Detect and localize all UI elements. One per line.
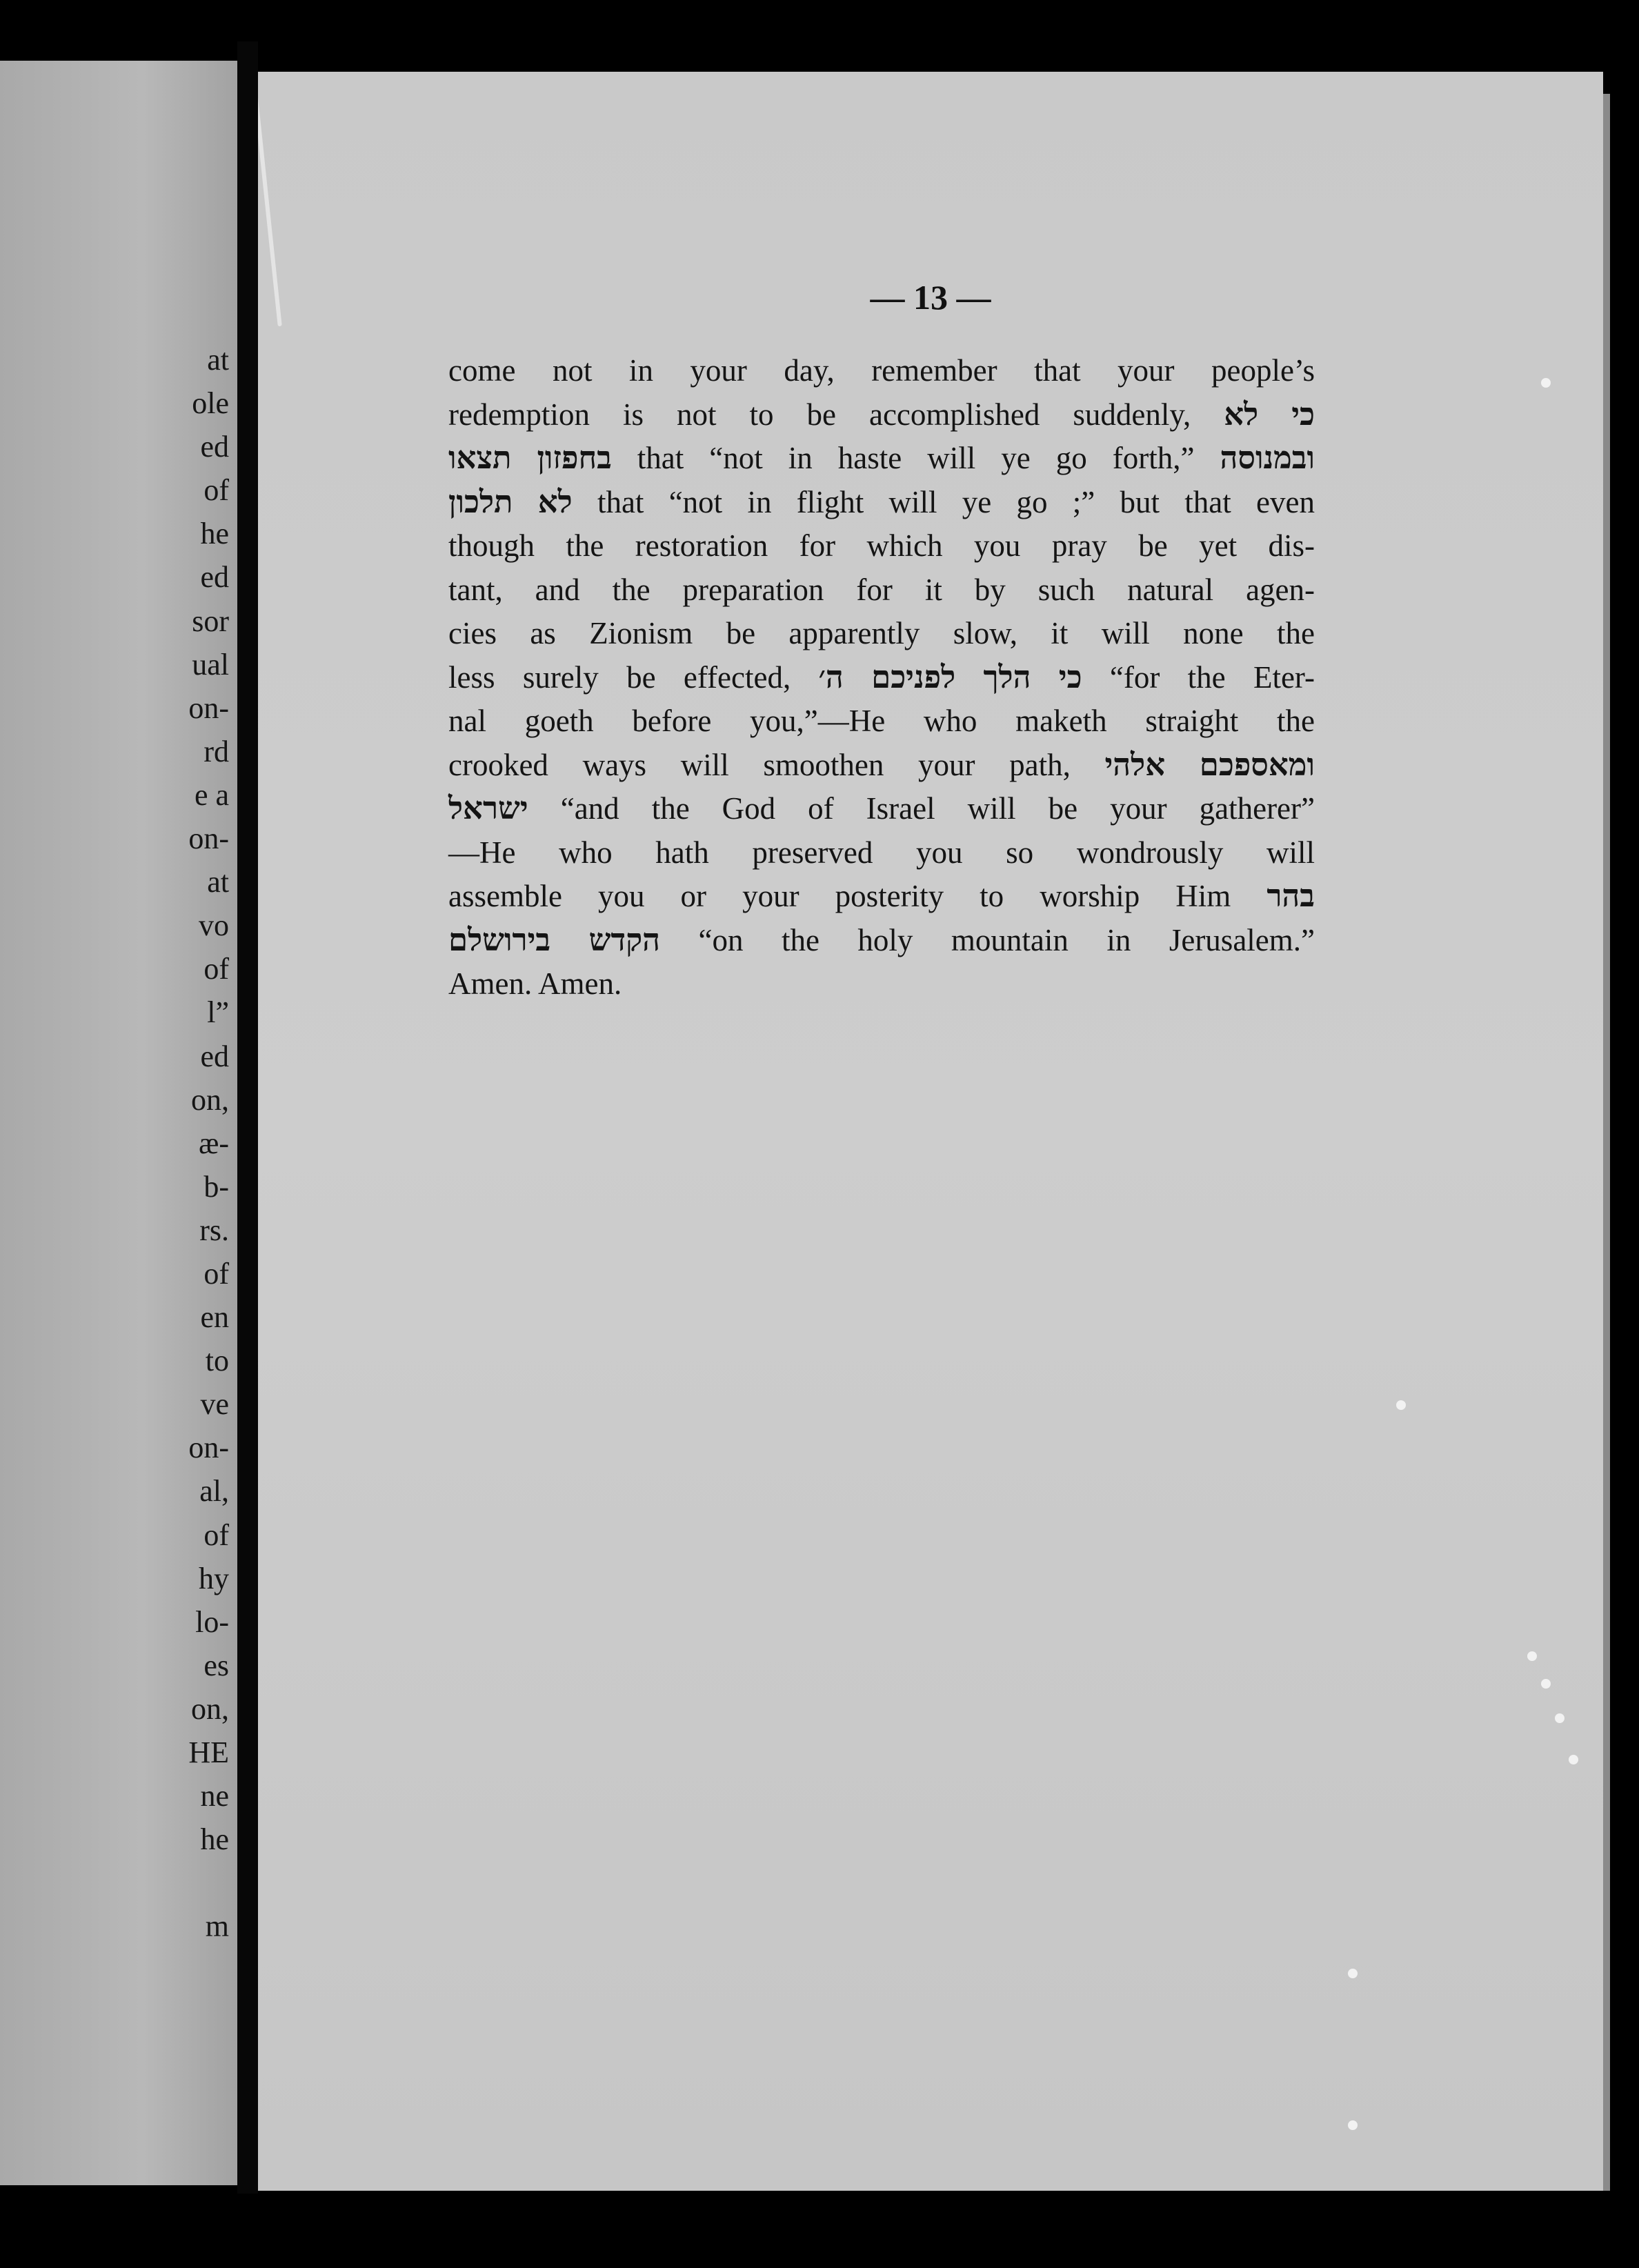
- hebrew-phrase: ומאספכם אלהי: [1104, 747, 1315, 782]
- text-line: [448, 919, 1315, 963]
- text-segment: “for the Eter-: [1082, 659, 1315, 695]
- hebrew-phrase: כי לא: [1224, 397, 1315, 432]
- left-page-line-fragment: he: [200, 1822, 229, 1857]
- page-number: — 13 —: [870, 278, 991, 317]
- hebrew-phrase: לא תלכון: [448, 484, 573, 519]
- hebrew-phrase: בחפזון תצאו: [448, 441, 612, 475]
- left-page-line-fragment: at: [207, 343, 229, 377]
- left-page-line-fragment: on-: [188, 1431, 229, 1465]
- text-segment: though the restoration for which you pray be yet dis-: [448, 528, 1315, 563]
- text-line: [448, 524, 1315, 568]
- left-page-line-fragment: ed: [200, 560, 229, 595]
- left-page-line-fragment: on,: [191, 1082, 229, 1117]
- left-page-line-fragment: on,: [191, 1691, 229, 1726]
- book-page: [258, 72, 1603, 2191]
- left-page-line-fragment: e a: [194, 777, 229, 812]
- page-edge: [1603, 94, 1610, 2191]
- paper-speck: [1348, 2120, 1358, 2130]
- text-segment: tant, and the preparation for it by such natural agen-: [448, 572, 1315, 607]
- text-segment: that “not in haste will ye go forth,”: [611, 441, 1220, 475]
- left-page-line-fragment: ed: [200, 1039, 229, 1073]
- book-spine: [237, 41, 258, 2194]
- left-page-line-fragment: al,: [199, 1474, 229, 1509]
- left-page-line-fragment: es: [203, 1648, 229, 1682]
- left-page-line-fragment: of: [203, 952, 229, 986]
- left-page-line-fragment: æ-: [199, 1126, 229, 1160]
- hebrew-phrase: ובמנוסה: [1220, 441, 1315, 475]
- left-page-line-fragment: vo: [199, 908, 229, 943]
- page-body-text: [448, 349, 1315, 1006]
- left-page-line-fragment: ne: [200, 1779, 229, 1813]
- text-segment: less surely be effected,: [448, 659, 819, 695]
- left-page-line-fragment: [0, 1861, 235, 1904]
- text-segment: nal goeth before you,”—He who maketh straight the: [448, 704, 1315, 738]
- left-page-line-fragment: at: [207, 865, 229, 899]
- left-page-line-fragment: he: [200, 517, 229, 551]
- left-page-fragment: [0, 61, 237, 2185]
- left-page-line-fragment: ole: [192, 386, 229, 421]
- hebrew-phrase: בהר: [1266, 879, 1315, 913]
- text-line: [448, 656, 1315, 700]
- text-line: [448, 744, 1315, 788]
- text-line: [448, 437, 1315, 481]
- hebrew-phrase: הקדש בירושלם: [448, 922, 661, 957]
- left-page-line-fragment: sor: [192, 604, 229, 638]
- text-segment: “and the God of Israel will be your gatherer”: [528, 791, 1315, 826]
- left-page-line-fragment: lo-: [195, 1604, 229, 1639]
- left-page-line-fragment: to: [205, 1344, 229, 1378]
- paper-speck: [1569, 1755, 1578, 1764]
- text-line: [448, 699, 1315, 744]
- left-page-line-fragment: of: [203, 473, 229, 508]
- text-segment: that “not in flight will ye go ;” but that even: [572, 484, 1315, 519]
- left-page-text: [0, 338, 235, 1948]
- left-page-line-fragment: rd: [203, 734, 229, 768]
- paper-speck: [1555, 1713, 1564, 1723]
- left-page-line-fragment: HE: [188, 1735, 229, 1769]
- text-line: [448, 481, 1315, 525]
- paper-speck: [1541, 1679, 1551, 1689]
- text-line: [448, 787, 1315, 831]
- left-page-line-fragment: on-: [188, 690, 229, 725]
- hebrew-phrase: ישראל: [448, 791, 528, 826]
- left-page-line-fragment: m: [205, 1909, 229, 1944]
- left-page-line-fragment: ual: [192, 647, 229, 682]
- left-page-line-fragment: ve: [200, 1387, 229, 1422]
- left-page-line-fragment: of: [203, 1256, 229, 1291]
- text-line: [448, 875, 1315, 919]
- paper-speck: [1348, 1969, 1358, 1978]
- text-segment: “on the holy mountain in Jerusalem.”: [660, 922, 1315, 957]
- text-segment: Amen. Amen.: [448, 966, 622, 1001]
- text-line: [448, 568, 1315, 613]
- text-segment: come not in your day, remember that your people’s: [448, 353, 1315, 388]
- text-line: [448, 962, 1315, 1006]
- left-page-line-fragment: hy: [199, 1561, 229, 1595]
- text-line: [448, 393, 1315, 437]
- paper-speck: [1541, 378, 1551, 388]
- left-page-line-fragment: l”: [207, 995, 229, 1030]
- text-line: [448, 831, 1315, 875]
- hebrew-phrase: כי הלך לפניכם ה׳: [818, 659, 1082, 695]
- text-line: [448, 349, 1315, 393]
- left-page-line-fragment: rs.: [199, 1213, 229, 1247]
- left-page-line-fragment: on-: [188, 822, 229, 856]
- text-segment: —He who hath preserved you so wondrously will: [448, 835, 1315, 870]
- left-page-line-fragment: ed: [200, 430, 229, 464]
- left-page-line-fragment: b-: [203, 1169, 229, 1204]
- paper-speck: [1527, 1651, 1537, 1661]
- left-page-line-fragment: of: [203, 1518, 229, 1552]
- text-segment: assemble you or your posterity to worship Him: [448, 879, 1267, 913]
- text-segment: cies as Zionism be apparently slow, it will none the: [448, 616, 1315, 650]
- text-line: [448, 612, 1315, 656]
- paper-speck: [1396, 1400, 1406, 1410]
- text-segment: redemption is not to be accomplished suddenly,: [448, 397, 1224, 432]
- text-segment: crooked ways will smoothen your path,: [448, 747, 1105, 782]
- left-page-line-fragment: en: [200, 1300, 229, 1335]
